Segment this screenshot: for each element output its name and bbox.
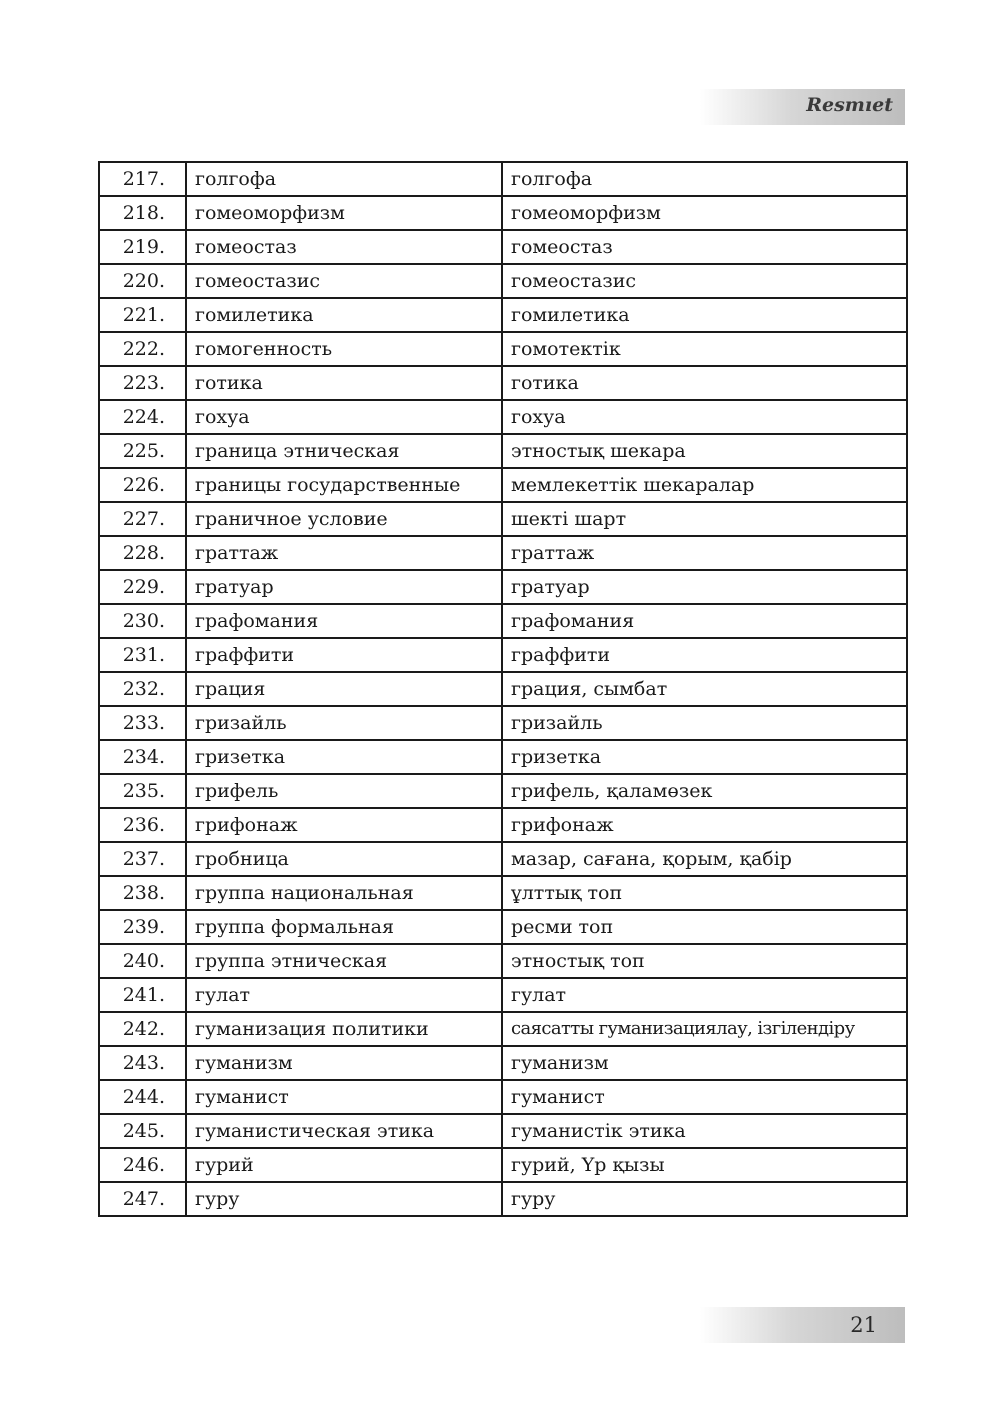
term-kazakh: гулат: [502, 978, 907, 1012]
row-number: 239.: [99, 910, 186, 944]
term-kazakh: этностық шекара: [502, 434, 907, 468]
term-kazakh: гризетка: [502, 740, 907, 774]
term-russian: гуманизация политики: [186, 1012, 502, 1046]
term-kazakh: гохуа: [502, 400, 907, 434]
term-russian: грифонаж: [186, 808, 502, 842]
term-kazakh: гуманизм: [502, 1046, 907, 1080]
term-kazakh: граттаж: [502, 536, 907, 570]
table-row: [99, 1182, 907, 1216]
term-russian: граттаж: [186, 536, 502, 570]
term-russian: гризайль: [186, 706, 502, 740]
term-russian: гризетка: [186, 740, 502, 774]
row-number: 238.: [99, 876, 186, 910]
table-row: [99, 264, 907, 298]
table-row: [99, 400, 907, 434]
term-kazakh: гризайль: [502, 706, 907, 740]
table-row: [99, 536, 907, 570]
term-kazakh: голгофа: [502, 162, 907, 196]
row-number: 232.: [99, 672, 186, 706]
row-number: 221.: [99, 298, 186, 332]
term-russian: группа национальная: [186, 876, 502, 910]
row-number: 244.: [99, 1080, 186, 1114]
row-number: 234.: [99, 740, 186, 774]
row-number: 222.: [99, 332, 186, 366]
table-row: [99, 808, 907, 842]
term-russian: группа этническая: [186, 944, 502, 978]
term-russian: грация: [186, 672, 502, 706]
term-kazakh: гратуар: [502, 570, 907, 604]
row-number: 225.: [99, 434, 186, 468]
table-row: [99, 502, 907, 536]
row-number: 245.: [99, 1114, 186, 1148]
row-number: 247.: [99, 1182, 186, 1216]
term-russian: графомания: [186, 604, 502, 638]
footer-band: [700, 1307, 905, 1343]
row-number: 227.: [99, 502, 186, 536]
running-header: Resmıet: [806, 94, 893, 116]
term-russian: гратуар: [186, 570, 502, 604]
term-russian: гулат: [186, 978, 502, 1012]
term-russian: гробница: [186, 842, 502, 876]
row-number: 241.: [99, 978, 186, 1012]
table-row: [99, 910, 907, 944]
table-row: [99, 1114, 907, 1148]
table-row: [99, 1012, 907, 1046]
glossary-table-body: [99, 162, 907, 1216]
term-kazakh: грация, сымбат: [502, 672, 907, 706]
term-russian: гомилетика: [186, 298, 502, 332]
table-row: [99, 944, 907, 978]
row-number: 240.: [99, 944, 186, 978]
table-row: [99, 842, 907, 876]
term-kazakh: гуманистік этика: [502, 1114, 907, 1148]
table-row: [99, 978, 907, 1012]
table-row: [99, 672, 907, 706]
table-row: [99, 570, 907, 604]
term-russian: гомогенность: [186, 332, 502, 366]
term-russian: группа формальная: [186, 910, 502, 944]
term-russian: голгофа: [186, 162, 502, 196]
term-kazakh: мазар, сағана, қорым, қабір: [502, 842, 907, 876]
term-russian: гурий: [186, 1148, 502, 1182]
row-number: 231.: [99, 638, 186, 672]
term-russian: гохуа: [186, 400, 502, 434]
term-russian: готика: [186, 366, 502, 400]
row-number: 230.: [99, 604, 186, 638]
row-number: 228.: [99, 536, 186, 570]
term-kazakh: гомотектік: [502, 332, 907, 366]
term-russian: гомеостазис: [186, 264, 502, 298]
term-kazakh: ұлттық топ: [502, 876, 907, 910]
table-row: [99, 162, 907, 196]
term-kazakh: этностық топ: [502, 944, 907, 978]
term-kazakh: шекті шарт: [502, 502, 907, 536]
row-number: 237.: [99, 842, 186, 876]
row-number: 229.: [99, 570, 186, 604]
term-kazakh: гурий, Үр қызы: [502, 1148, 907, 1182]
table-row: [99, 298, 907, 332]
row-number: 217.: [99, 162, 186, 196]
term-russian: гуру: [186, 1182, 502, 1216]
term-russian: граффити: [186, 638, 502, 672]
term-russian: граничное условие: [186, 502, 502, 536]
term-kazakh: гуманист: [502, 1080, 907, 1114]
row-number: 243.: [99, 1046, 186, 1080]
table-row: [99, 468, 907, 502]
row-number: 219.: [99, 230, 186, 264]
table-row: [99, 876, 907, 910]
table-row: [99, 332, 907, 366]
table-row: [99, 706, 907, 740]
table-row: [99, 1148, 907, 1182]
row-number: 235.: [99, 774, 186, 808]
term-kazakh: гомеостаз: [502, 230, 907, 264]
page-number: 21: [850, 1313, 877, 1337]
term-kazakh: ресми топ: [502, 910, 907, 944]
term-russian: граница этническая: [186, 434, 502, 468]
term-kazakh: готика: [502, 366, 907, 400]
glossary-table: [98, 161, 908, 1217]
header-band: [700, 89, 905, 125]
term-kazakh: графомания: [502, 604, 907, 638]
row-number: 226.: [99, 468, 186, 502]
row-number: 233.: [99, 706, 186, 740]
row-number: 224.: [99, 400, 186, 434]
row-number: 246.: [99, 1148, 186, 1182]
term-russian: гуманистическая этика: [186, 1114, 502, 1148]
term-russian: гомеоморфизм: [186, 196, 502, 230]
term-kazakh: грифонаж: [502, 808, 907, 842]
term-kazakh: мемлекеттік шекаралар: [502, 468, 907, 502]
row-number: 236.: [99, 808, 186, 842]
table-row: [99, 230, 907, 264]
row-number: 242.: [99, 1012, 186, 1046]
table-row: [99, 366, 907, 400]
term-kazakh: грифель, қаламөзек: [502, 774, 907, 808]
term-kazakh: саясатты гуманизациялау, ізгілендіру: [502, 1012, 907, 1046]
term-kazakh: гомеостазис: [502, 264, 907, 298]
row-number: 218.: [99, 196, 186, 230]
table-row: [99, 434, 907, 468]
term-russian: гуманизм: [186, 1046, 502, 1080]
term-kazakh: гомеоморфизм: [502, 196, 907, 230]
table-row: [99, 1080, 907, 1114]
term-russian: границы государственные: [186, 468, 502, 502]
table-row: [99, 196, 907, 230]
table-row: [99, 604, 907, 638]
row-number: 223.: [99, 366, 186, 400]
row-number: 220.: [99, 264, 186, 298]
term-russian: гомеостаз: [186, 230, 502, 264]
term-russian: грифель: [186, 774, 502, 808]
term-kazakh: граффити: [502, 638, 907, 672]
table-row: [99, 740, 907, 774]
term-kazakh: гуру: [502, 1182, 907, 1216]
table-row: [99, 1046, 907, 1080]
table-row: [99, 774, 907, 808]
table-row: [99, 638, 907, 672]
term-kazakh: гомилетика: [502, 298, 907, 332]
term-russian: гуманист: [186, 1080, 502, 1114]
